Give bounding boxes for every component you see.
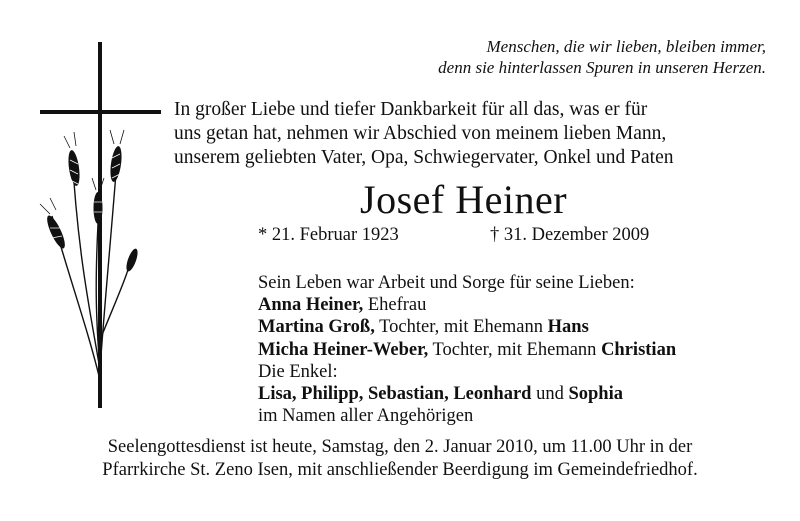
family-closing: im Namen aller Angehörigen bbox=[258, 406, 474, 427]
memorial-quote bbox=[300, 36, 766, 78]
grandchildren-list: Lisa, Philipp, Sebastian, Leonhard bbox=[258, 384, 532, 405]
birth-date: * 21. Februar 1923 bbox=[258, 225, 399, 245]
member-relation: Tochter, mit Ehemann bbox=[374, 317, 548, 338]
grandchild-last: Sophia bbox=[568, 384, 623, 405]
intro-line: In großer Liebe und tiefer Dankbarkeit für all das, was er für bbox=[174, 99, 648, 120]
family-motto: Sein Leben war Arbeit und Sorge für seine Lieben: bbox=[258, 273, 635, 293]
family-member bbox=[258, 316, 778, 338]
intro-line: uns getan hat, nehmen wir Abschied von meinem lieben Mann, bbox=[174, 123, 667, 144]
family-member bbox=[258, 339, 778, 361]
death-date: † 31. Dezember 2009 bbox=[490, 225, 650, 245]
intro-paragraph bbox=[174, 98, 768, 170]
member-relation: Tochter, mit Ehemann bbox=[428, 339, 602, 360]
grandchildren-label: Die Enkel: bbox=[258, 361, 338, 382]
member-name: Martina Groß, bbox=[258, 317, 375, 338]
deceased-name: Josef Heiner bbox=[360, 177, 568, 222]
service-notice bbox=[20, 436, 780, 482]
service-line: Pfarrkirche St. Zeno Isen, mit anschließender Beerdigung im Gemeindefriedhof. bbox=[102, 460, 698, 480]
member-spouse: Hans bbox=[547, 317, 589, 338]
member-relation: Ehefrau bbox=[363, 295, 427, 316]
member-name: Micha Heiner-Weber, bbox=[258, 339, 429, 360]
family-list bbox=[258, 272, 778, 427]
quote-line: Menschen, die wir lieben, bleiben immer, bbox=[486, 37, 766, 56]
family-member bbox=[258, 294, 778, 316]
quote-line: denn sie hinterlassen Spuren in unseren Herzen. bbox=[438, 58, 766, 77]
conjunction: und bbox=[531, 384, 569, 405]
member-spouse: Christian bbox=[601, 339, 677, 360]
member-name: Anna Heiner, bbox=[258, 295, 364, 316]
service-line: Seelengottesdienst ist heute, Samstag, den 2. Januar 2010, um 11.00 Uhr in der bbox=[107, 437, 693, 457]
intro-line: unserem geliebten Vater, Opa, Schwiegervater, Onkel und Paten bbox=[174, 147, 674, 168]
grandchildren-names bbox=[258, 383, 778, 405]
cross-with-wheat-icon bbox=[30, 40, 170, 420]
